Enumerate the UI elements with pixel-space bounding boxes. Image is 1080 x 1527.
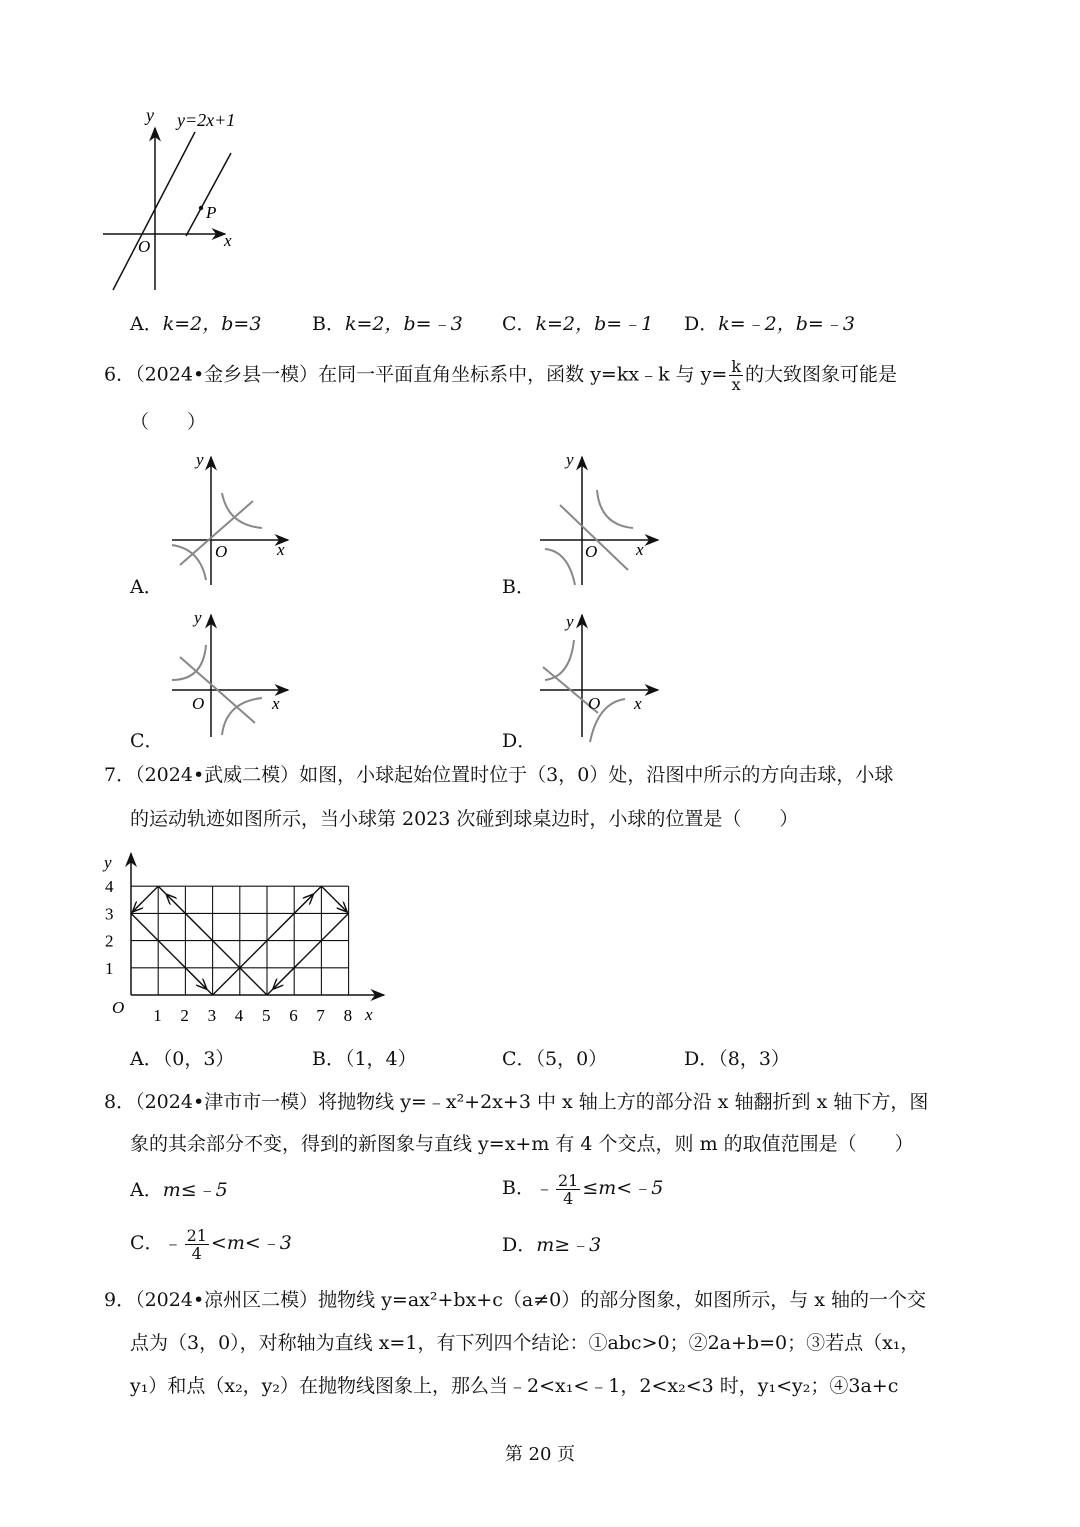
q8-option-b[interactable]: B．﹣ $\frac{21}{4}$ ≤m<﹣5 [502, 1170, 664, 1208]
x-tick-label: 2 [180, 1006, 189, 1025]
page-number: 第 20 页 [504, 1444, 576, 1465]
line-label: y=2x+1 [177, 110, 236, 130]
q6-blank: （ ） [130, 411, 207, 433]
q6-graph-c [172, 608, 288, 737]
svg-text:y: y [196, 450, 204, 469]
q5-option-a[interactable]: A．k=2，b=3 [130, 313, 262, 335]
point-label: P [206, 203, 217, 222]
y-tick-label: 2 [105, 931, 114, 951]
svg-text:O: O [192, 694, 205, 713]
q6-option-b[interactable]: B． [502, 576, 535, 598]
q8-stem-line2: 象的其余部分不变，得到的新图象与直线 y=x+m 有 4 个交点，则 m 的取值范围是（ ） [130, 1133, 914, 1155]
q7-option-b[interactable]: B．（1，4） [312, 1048, 417, 1070]
q6-option-c[interactable]: C． [130, 730, 164, 752]
svg-text:x: x [272, 694, 280, 713]
q7-stem-line2: 的运动轨迹如图所示，当小球第 2023 次碰到球桌边时，小球的位置是（ ） [130, 808, 799, 830]
q9-stem-line2: 点为（3，0），对称轴为直线 x=1，有下列四个结论：①abc>0；②2a+b=0；③若点（x₁， [130, 1332, 920, 1354]
q6-graph-a [172, 450, 288, 585]
y-tick-label: 4 [105, 877, 114, 897]
line-through-p [186, 153, 231, 236]
svg-text:y: y [566, 612, 574, 631]
svg-text:y: y [566, 450, 574, 469]
q7-option-d[interactable]: D．（8，3） [684, 1048, 790, 1070]
q6-graph-d [540, 612, 658, 742]
x-tick-label: 1 [153, 1006, 162, 1025]
q5-option-c[interactable]: C．k=2，b=﹣1 [502, 313, 654, 335]
q5-option-d[interactable]: D．k=﹣2，b=﹣3 [684, 313, 855, 335]
q6-graph-b [540, 450, 658, 585]
q8-option-c[interactable]: C．﹣ $\frac{21}{4}$ <m<﹣3 [130, 1225, 292, 1263]
q9-stem-line3: y₁）和点（x₂，y₂）在抛物线图象上，那么当﹣2<x₁<﹣1，2<x₂<3 时，y₁<y₂；④3a+c [130, 1375, 899, 1397]
q5-graph [0, 0, 1080, 300]
ball-path-arrow [274, 962, 300, 988]
svg-text:x: x [277, 540, 285, 559]
y-tick-label: 1 [105, 958, 114, 978]
q7-stem-line1: 7．（2024•武威二模）如图，小球起始位置时位于（3，0）处，沿图中所示的方向击球，小球 [104, 764, 894, 786]
x-tick-label: 3 [207, 1006, 217, 1025]
q6-option-a[interactable]: A． [130, 576, 163, 598]
q6-stem: 6．（2024•金乡县一模）在同一平面直角坐标系中，函数 y=kx﹣k 与 y= $\frac{k}{x}$ 的大致图象可能是 [104, 357, 898, 394]
svg-text:x: x [636, 540, 644, 559]
q8-option-d[interactable]: D．m≥﹣3 [502, 1234, 602, 1256]
q7-option-c[interactable]: C．（5，0） [502, 1048, 608, 1070]
x-tick-label: 5 [262, 1006, 271, 1025]
svg-text:x: x [634, 694, 642, 713]
line-y-2x-1 [113, 132, 195, 290]
point-p [199, 206, 203, 210]
svg-text:O: O [585, 542, 598, 561]
svg-text:y: y [194, 608, 202, 627]
x-axis-label: x [224, 231, 232, 250]
q5-option-b[interactable]: B．k=2，b=﹣3 [312, 313, 463, 335]
q9-stem-line1: 9．（2024•凉州区二模）抛物线 y=ax²+bx+c（a≠0）的部分图象，如图所示，与 x 轴的一个交 [104, 1289, 926, 1311]
ball-path-arrow [278, 895, 313, 930]
q8-stem-line1: 8．（2024•津市市一模）将抛物线 y=﹣x²+2x+3 中 x 轴上方的部分沿 x 轴翻折到 x 轴下方，图 [104, 1091, 929, 1113]
svg-text:O: O [215, 542, 228, 561]
y-tick-label: 3 [105, 904, 114, 924]
x-tick-label: 4 [234, 1006, 244, 1025]
ball-path-arrow [180, 962, 206, 988]
ball-path-arrow [167, 895, 202, 930]
x-tick-label: 6 [289, 1006, 298, 1025]
x-tick-label: 8 [343, 1006, 353, 1025]
origin-label: O [138, 237, 151, 256]
svg-text:y: y [104, 853, 112, 872]
svg-text:O: O [588, 694, 601, 713]
q6-option-d[interactable]: D． [502, 730, 537, 752]
x-tick-label: 7 [316, 1006, 325, 1025]
svg-text:x: x [365, 1005, 373, 1024]
ball-path-arrow [338, 903, 347, 912]
q7-grid [100, 850, 400, 1030]
q6-fraction: $\frac{k}{x}$ [731, 357, 742, 394]
q7-option-a[interactable]: A．（0，3） [130, 1048, 235, 1070]
q8-option-a[interactable]: A．m≤﹣5 [130, 1179, 228, 1201]
ball-path-arrow [133, 903, 142, 912]
svg-text:O: O [112, 998, 125, 1017]
y-axis-label: y [146, 105, 154, 125]
